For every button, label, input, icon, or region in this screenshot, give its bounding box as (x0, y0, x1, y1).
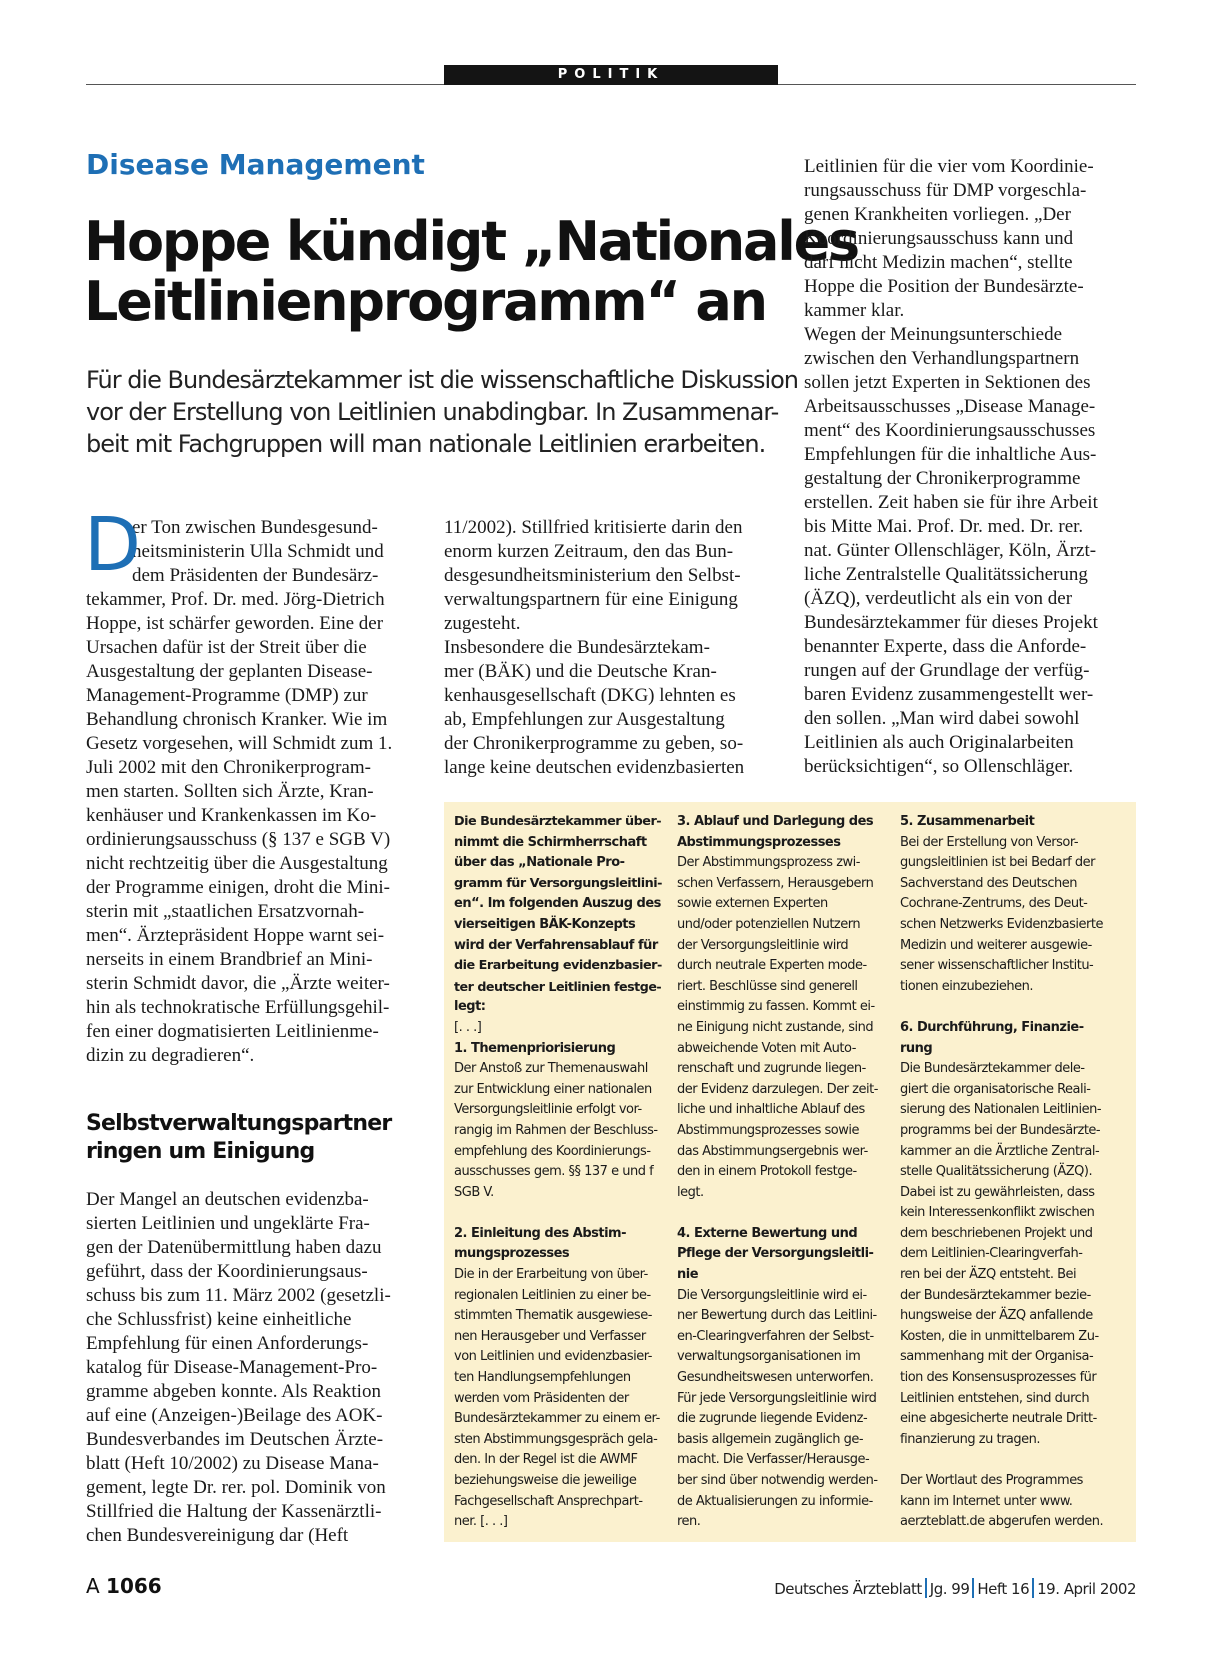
info-box-text-line: de Aktualisierungen zu informie- (677, 1493, 873, 1509)
body-column-1-continued (86, 1188, 418, 1548)
journal-name: Deutsches Ärzteblatt (774, 1580, 922, 1598)
info-box-heading-line: 3. Ablauf und Darlegung des (677, 814, 874, 829)
text-line: gestaltung der Chronikerprogramme (804, 468, 1081, 489)
info-box-text-line: werden vom Präsidenten der (454, 1390, 629, 1406)
text-line: lange keine deutschen evidenzbasierten (444, 757, 745, 778)
article-lead (86, 364, 799, 460)
text-line: heitsministerin Ulla Schmidt und (132, 541, 384, 562)
info-box-text-line: tionen einzubeziehen. (900, 978, 1033, 994)
info-box-heading-line: gramm für Versorgungsleitlini- (454, 875, 662, 891)
text-line: gen der Datenübermittlung haben dazu (86, 1237, 382, 1258)
info-box-text-line: ren bei der ÄZQ entsteht. Bei (900, 1267, 1077, 1283)
info-box-text-line: das Abstimmungsergebnis wer- (677, 1143, 868, 1159)
subhead-line: ringen um Einigung (86, 1139, 315, 1164)
text-line: gramme abgeben konnte. Als Reaktion (86, 1381, 381, 1402)
info-box (444, 802, 1136, 1542)
text-line: sollen jetzt Experten in Sektionen des (804, 372, 1091, 393)
text-line: Arbeitsausschusses „Disease Manage- (804, 396, 1096, 417)
paragraph-gap (454, 1203, 664, 1224)
body-column-2 (444, 516, 778, 780)
info-box-text-line: empfehlung des Koordinierungs- (454, 1143, 651, 1159)
info-box-heading-line: Abstimmungsprozesses (677, 834, 841, 850)
info-box-text-line: ner. [. . .] (454, 1514, 508, 1530)
lead-line: vor der Erstellung von Leitlinien unabdingbar. In Zusammenar- (86, 398, 779, 426)
text-line: Der Mangel an deutschen evidenzba- (86, 1189, 369, 1210)
text-line: berücksichtigen“, so Ollenschläger. (804, 756, 1074, 777)
text-line: che Schlussfrist) keine einheitliche (86, 1309, 352, 1330)
info-box-text-line: tion des Konsensusprozesses für (900, 1370, 1097, 1386)
text-line: gement, legte Dr. rer. pol. Dominik von (86, 1477, 386, 1498)
info-box-text-line: renschaft und zugrunde liegen- (677, 1061, 866, 1077)
text-line: kenhausgesellschaft (DKG) lehnten es (444, 685, 736, 706)
info-box-heading-line: nimmt die Schirmherrschaft (454, 834, 647, 850)
info-box-text-line: Bundesärztekammer zu einem er- (454, 1411, 660, 1427)
info-box-text-line: dem Leitlinien-Clearingverfah- (900, 1246, 1083, 1262)
dropcap-letter: D (84, 502, 141, 588)
info-box-text-line: rangig im Rahmen der Beschluss- (454, 1122, 658, 1138)
info-box-column-1 (454, 812, 664, 1533)
text-line: auf eine (Anzeigen-)Beilage des AOK- (86, 1405, 383, 1426)
text-line: Bundesverbandes im Deutschen Ärzte- (86, 1429, 384, 1450)
body-column-3 (804, 155, 1136, 779)
info-box-text-line: Cochrane-Zentrums, des Deut- (900, 896, 1088, 912)
text-line: zugesteht. (444, 613, 521, 634)
info-box-text-line: en-Clearingverfahren der Selbst- (677, 1328, 874, 1344)
page-number (86, 1574, 162, 1598)
info-box-text-line: Die Versorgungsleitlinie wird ei- (677, 1287, 867, 1303)
info-box-text-line: schen Verfassern, Herausgebern (677, 875, 874, 891)
text-line: 11/2002). Stillfried kritisierte darin den (444, 517, 743, 538)
text-line: chen Bundesvereinigung dar (Heft (86, 1525, 349, 1546)
info-box-text-line: der Versorgungsleitlinie wird (677, 937, 849, 953)
info-box-text-line: Leitlinien entstehen, sind durch (900, 1390, 1090, 1406)
info-box-text-line: gungsleitlinien ist bei Bedarf der (900, 855, 1095, 871)
headline-line: Leitlinienprogramm“ an (84, 270, 766, 333)
info-box-text-line: nen Herausgeber und Verfasser (454, 1328, 646, 1344)
info-box-text-line: die zugrunde liegende Evidenz- (677, 1411, 868, 1427)
info-box-heading-line: en“. Im folgenden Auszug des (454, 896, 661, 912)
text-line: rungsausschuss für DMP vorgeschla- (804, 180, 1087, 201)
journal-footer (774, 1578, 1136, 1598)
text-line: Management-Programme (DMP) zur (86, 685, 368, 706)
info-box-heading-line: Die Bundesärztekammer über- (454, 814, 662, 829)
info-box-text-line: Die Bundesärztekammer dele- (900, 1061, 1085, 1077)
info-box-text-line: sammenhang mit der Organisa- (900, 1349, 1094, 1365)
info-box-text-line: legt. (677, 1184, 704, 1200)
text-line: er Ton zwischen Bundesgesund- (132, 517, 378, 538)
text-line: dizin zu degradieren“. (86, 1045, 255, 1066)
text-line: Empfehlung für einen Anforderungs- (86, 1333, 369, 1354)
text-line: verwaltungspartnern für eine Einigung (444, 589, 738, 610)
info-box-heading-line: 6. Durchführung, Finanzie- (900, 1019, 1084, 1035)
text-line: Stillfried die Haltung der Kassenärztli- (86, 1501, 382, 1522)
info-box-text-line: Gesundheitswesen unterworfen. (677, 1370, 874, 1386)
text-line: Insbesondere die Bundesärztekam- (444, 637, 710, 658)
text-line: geführt, dass der Koordinierungsaus- (86, 1261, 368, 1282)
info-box-text-line: Sachverstand des Deutschen (900, 875, 1077, 891)
text-line: Ursachen dafür ist der Streit über die (86, 637, 367, 658)
info-box-text-line: Bei der Erstellung von Versor- (900, 834, 1079, 850)
text-line: Gesetz vorgesehen, will Schmidt zum 1. (86, 733, 393, 754)
info-box-text-line: liche und inhaltliche Ablauf des (677, 1102, 865, 1118)
info-box-heading-line: ter deutscher Leitlinien festge- (454, 978, 662, 994)
info-box-text-line: Versorgungsleitlinie erfolgt vor- (454, 1102, 642, 1118)
text-line: Bundesärztekammer für dieses Projekt (804, 612, 1098, 633)
info-box-text-line: ren. (677, 1514, 701, 1530)
info-box-text-line: hungsweise der ÄZQ anfallende (900, 1308, 1093, 1324)
text-line: sterin Schmidt davor, die „Ärzte weiter- (86, 973, 390, 994)
info-box-text-line: den in einem Protokoll festge- (677, 1164, 857, 1180)
info-box-text-line: zur Entwicklung einer nationalen (454, 1081, 652, 1097)
info-box-text-line: ausschusses gem. §§ 137 e und f (454, 1164, 654, 1180)
text-line: mer (BÄK) und die Deutsche Kran- (444, 661, 717, 682)
info-box-text-line: SGB V. (454, 1184, 494, 1200)
section-label: POLITIK (444, 65, 778, 85)
info-box-text-line: Kosten, die in unmittelbarem Zu- (900, 1328, 1099, 1344)
info-box-text-line: Dabei ist zu gewährleisten, dass (900, 1184, 1095, 1200)
info-box-text-line: dem beschriebenen Projekt und (900, 1225, 1093, 1241)
info-box-text-line: Medizin und weiterer ausgewie- (900, 937, 1092, 953)
text-line: kenhäuser und Krankenkassen im Ko- (86, 805, 377, 826)
text-line: nat. Günter Ollenschläger, Köln, Ärzt- (804, 540, 1097, 561)
text-line: nerseits in einem Brandbrief an Mini- (86, 949, 373, 970)
footer-separator (972, 1578, 974, 1598)
info-box-text-line: Der Abstimmungsprozess zwi- (677, 855, 860, 871)
info-box-text-line: ne Einigung nicht zustande, sind (677, 1019, 874, 1035)
info-box-heading-line: 2. Einleitung des Abstim- (454, 1225, 626, 1241)
text-line: erstellen. Zeit haben sie für ihre Arbeit (804, 492, 1098, 513)
text-line: dem Präsidenten der Bundesärz- (132, 565, 379, 586)
info-box-text-line: und/oder potenziellen Nutzern (677, 916, 861, 932)
info-box-text-line: Der Wortlaut des Programmes (900, 1473, 1083, 1488)
info-box-heading-line: legt: (454, 999, 486, 1015)
text-line: ment“ des Koordinierungsausschusses (804, 420, 1096, 441)
headline-line: Hoppe kündigt „Nationales (84, 210, 858, 273)
column-text (86, 516, 418, 1068)
info-box-text-line: sowie externen Experten (677, 896, 828, 912)
info-box-heading-line: wird der Verfahrensablauf für (454, 937, 658, 953)
info-box-text-line: kann im Internet unter www. (900, 1493, 1073, 1509)
info-box-column-2 (677, 812, 887, 1533)
info-box-text-line: [. . .] (454, 1019, 482, 1035)
journal-volume: Jg. 99 (929, 1580, 970, 1598)
dropcap-paragraph (84, 502, 418, 1068)
info-box-text-line: aerzteblatt.de abgerufen werden. (900, 1514, 1104, 1530)
text-line: nicht rechtzeitig über die Ausgestaltung (86, 853, 388, 874)
text-line: Behandlung chronisch Kranker. Wie im (86, 709, 388, 730)
info-box-text-line: macht. Die Verfasser/Herausge- (677, 1452, 870, 1468)
text-line: desgesundheitsministerium den Selbst- (444, 565, 741, 586)
text-line: den sollen. „Man wird dabei sowohl (804, 708, 1080, 729)
text-line: Wegen der Meinungsunterschiede (804, 324, 1063, 345)
info-box-heading-line: über das „Nationale Pro- (454, 855, 625, 871)
info-box-text-line: einstimmig zu fassen. Kommt ei- (677, 999, 875, 1015)
text-line: Ausgestaltung der geplanten Disease- (86, 661, 373, 682)
info-box-text-line: basis allgemein zugänglich ge- (677, 1431, 864, 1447)
text-line: kammer klar. (804, 300, 905, 321)
page-prefix: A (86, 1574, 100, 1598)
info-box-text-line: abweichende Voten mit Auto- (677, 1040, 856, 1056)
text-line: genen Krankheiten vorliegen. „Der (804, 204, 1071, 225)
text-line: men“. Ärztepräsident Hoppe warnt sei- (86, 925, 385, 946)
info-box-heading-line: vierseitigen BÄK-Konzepts (454, 916, 636, 932)
text-line: sterin mit „staatlichen Ersatzvornah- (86, 901, 365, 922)
page-number-value: 1066 (106, 1574, 162, 1598)
text-line: zwischen den Verhandlungspartnern (804, 348, 1080, 369)
text-line: baren Evidenz zusammengestellt wer- (804, 684, 1094, 705)
text-line: ab, Empfehlungen zur Ausgestaltung (444, 709, 725, 730)
text-line: Koordinierungsausschuss kann und (804, 228, 1074, 249)
info-box-text-line: kammer an die Ärztliche Zentral- (900, 1143, 1100, 1159)
text-line: liche Zentralstelle Qualitätssicherung (804, 564, 1088, 585)
section-subhead (86, 1110, 418, 1166)
info-box-text-line: sener wissenschaftlicher Institu- (900, 958, 1094, 974)
text-line: rungen auf der Grundlage der verfüg- (804, 660, 1090, 681)
info-box-heading-line: mungsprozesses (454, 1246, 570, 1262)
text-line: (ÄZQ), verdeutlicht als ein von der (804, 588, 1073, 609)
info-box-text-line: schen Netzwerks Evidenzbasierte (900, 916, 1103, 932)
info-box-text-line: kein Interessenkonflikt zwischen (900, 1205, 1095, 1221)
info-box-text-line: programms bei der Bundesärzte- (900, 1122, 1101, 1138)
info-box-text-line: der Evidenz darzulegen. Der zeit- (677, 1081, 878, 1097)
text-line: benannter Experte, dass die Anforde- (804, 636, 1087, 657)
text-line: katalog für Disease-Management-Pro- (86, 1357, 378, 1378)
lead-line: beit mit Fachgruppen will man nationale Leitlinien erarbeiten. (86, 430, 766, 458)
lead-line: Für die Bundesärztekammer ist die wissenschaftliche Diskussion (86, 366, 799, 394)
text-line: tekammer, Prof. Dr. med. Jörg-Dietrich (86, 589, 385, 610)
info-box-heading-line: nie (677, 1267, 699, 1283)
info-box-text-line: finanzierung zu tragen. (900, 1431, 1040, 1447)
info-box-text-line: stelle Qualitätssicherung (ÄZQ). (900, 1164, 1093, 1180)
info-box-text-line: sierung des Nationalen Leitlinien- (900, 1102, 1102, 1118)
text-line: Leitlinien als auch Originalarbeiten (804, 732, 1074, 753)
paragraph-gap (900, 1450, 1110, 1471)
info-box-text-line: beziehungsweise die jeweilige (454, 1473, 637, 1488)
info-box-text-line: Für jede Versorgungsleitlinie wird (677, 1390, 877, 1406)
text-line: hin als technokratische Erfüllungsgehil- (86, 997, 390, 1018)
subhead-line: Selbstverwaltungspartner (86, 1111, 392, 1136)
text-line: blatt (Heft 10/2002) zu Disease Mana- (86, 1453, 379, 1474)
text-line: fen einer dogmatisierten Leitlinienme- (86, 1021, 379, 1042)
body-column-1 (84, 502, 418, 1068)
footer-separator (1032, 1578, 1034, 1598)
info-box-text-line: eine abgesicherte neutrale Dritt- (900, 1411, 1097, 1427)
info-box-text-line: der Bundesärztekammer bezie- (900, 1287, 1091, 1303)
text-line: sierten Leitlinien und ungeklärte Fra- (86, 1213, 370, 1234)
info-box-heading-line: Pflege der Versorgungsleitli- (677, 1246, 874, 1262)
journal-issue: Heft 16 (977, 1580, 1030, 1598)
info-box-text-line: Fachgesellschaft Ansprechpart- (454, 1493, 643, 1509)
info-box-text-line: ten Handlungsempfehlungen (454, 1370, 631, 1386)
info-box-text-line: riert. Beschlüsse sind generell (677, 978, 858, 994)
text-line: Leitlinien für die vier vom Koordinie- (804, 156, 1094, 177)
text-line: darf nicht Medizin machen“, stellte (804, 252, 1073, 273)
text-line: der Chronikerprogramme zu geben, so- (444, 733, 744, 754)
info-box-heading-line: 1. Themenpriorisierung (454, 1040, 616, 1056)
info-box-heading-line: 4. Externe Bewertung und (677, 1225, 858, 1241)
text-line: enorm kurzen Zeitraum, den das Bun- (444, 541, 734, 562)
info-box-text-line: regionalen Leitlinien zu einer be- (454, 1287, 651, 1303)
text-line: schuss bis zum 11. März 2002 (gesetzli- (86, 1285, 391, 1306)
info-box-heading-line: 5. Zusammenarbeit (900, 814, 1035, 829)
info-box-text-line: ner Bewertung durch das Leitlini- (677, 1308, 877, 1324)
text-line: ordinierungsausschuss (§ 137 e SGB V) (86, 829, 391, 850)
info-box-text-line: den. In der Regel ist die AWMF (454, 1452, 638, 1468)
text-line: Juli 2002 mit den Chronikerprogram- (86, 757, 371, 778)
info-box-text-line: Abstimmungsprozesses sowie (677, 1122, 859, 1138)
paragraph-gap (900, 997, 1110, 1018)
info-box-text-line: ber sind über notwendig werden- (677, 1473, 878, 1488)
info-box-text-line: stimmten Thematik ausgewiese- (454, 1308, 652, 1324)
info-box-column-3 (900, 812, 1110, 1533)
text-line: men starten. Sollten sich Ärzte, Kran- (86, 781, 374, 802)
text-line: Empfehlungen für die inhaltliche Aus- (804, 444, 1097, 465)
info-box-text-line: giert die organisatorische Reali- (900, 1081, 1091, 1097)
journal-date: 19. April 2002 (1037, 1580, 1136, 1598)
text-line: Hoppe, ist schärfer geworden. Eine der (86, 613, 384, 634)
text-line: bis Mitte Mai. Prof. Dr. med. Dr. rer. (804, 516, 1084, 537)
info-box-text-line: sten Abstimmungsgespräch gela- (454, 1431, 658, 1447)
info-box-heading-line: die Erarbeitung evidenzbasier- (454, 958, 662, 974)
info-box-text-line: von Leitlinien und evidenzbasier- (454, 1349, 652, 1365)
info-box-text-line: Der Anstoß zur Themenauswahl (454, 1061, 648, 1077)
info-box-text-line: Die in der Erarbeitung von über- (454, 1267, 648, 1283)
info-box-heading-line: rung (900, 1040, 933, 1056)
info-box-text-line: durch neutrale Experten mode- (677, 958, 867, 974)
article-kicker: Disease Management (86, 148, 425, 181)
footer-separator (925, 1578, 927, 1598)
info-box-text-line: verwaltungsorganisationen im (677, 1349, 861, 1365)
text-line: Hoppe die Position der Bundesärzte- (804, 276, 1084, 297)
text-line: der Programme einigen, droht die Mini- (86, 877, 390, 898)
paragraph-gap (677, 1203, 887, 1224)
